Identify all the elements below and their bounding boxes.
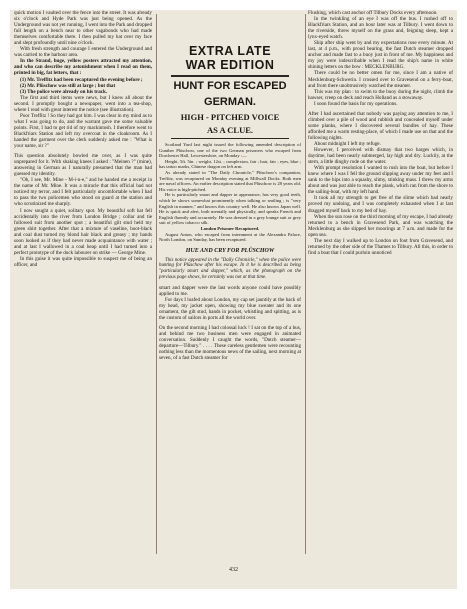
paragraph: With fresh strength and courage I entered the Underground and was carried to the harbour area. — [14, 46, 152, 59]
caption — [159, 258, 301, 281]
paragraph: (2) Mr. Plüschow was still at large ; but that — [20, 82, 116, 89]
headline-line: WAR EDITION — [185, 58, 275, 72]
paragraph: (1) Mr. Treffitz had been recaptured the evening before ; — [20, 76, 143, 83]
paragraph: This was my plan : to swim to the buoy during the night, climb the hawser, creep on deck and reach Holland as a stowaway. — [308, 88, 453, 101]
paragraph: With prompt resolution I wanted to rush into the boat, but before I knew where I was I fell the ground slipping away under my feet and I sank to the hips into a squashy, slimy, stinking mass. I threw my arms about and was just able to reach the plank, which ran from the shore to the sailing-boat, with my left hand. — [308, 165, 453, 196]
caption-text: This notice appeared in the "Daily Chronicle," when the police were hunting for Plüschow after his escape. In it he is described as being "particularly smart and dapper," which, as the photograph on the previous page shows, he certainly was not at that time. — [159, 257, 301, 280]
paragraph: After I had ascertained that nobody was paying any attention to me, I climbed over a pile of wood and rubbish and concealed myself under some planks, where I discovered several bundles of hay. These afforded me a warm resting-place, of which I made use on that and the following nights. — [308, 110, 453, 141]
paragraph: In the twinkling of an eye I was off the bus. I rushed off to Blackfriars Station, and an hour later was at Tilbury. I went down to the riverside, threw myself on the grass and, feigning sleep, kept a lynx-eyed watch. — [308, 16, 453, 41]
headline-title: GERMAN. — [204, 96, 256, 108]
paragraph: About midnight I left my refuge. — [314, 140, 381, 147]
divider — [171, 75, 289, 77]
column-1 — [14, 10, 152, 268]
headline-title: HUNT FOR ESCAPED — [173, 80, 287, 92]
divider — [171, 138, 289, 139]
column-rule — [305, 14, 306, 554]
paragraph: smart and dapper were the last words anyone could have possibly applied to me. — [159, 284, 301, 297]
headline-line: EXTRA LATE — [188, 44, 272, 58]
newspaper-clipping — [159, 10, 301, 139]
column-3 — [308, 10, 453, 256]
paragraph: Flushing, which cast anchor off Tilbury Docks every afternoon. — [308, 10, 438, 16]
paragraph: Ship after ship went by and my expectations rose every minute. At last, at 4 p.m., with proud bearing, the fast Dutch steamer dropped anchor and made fast to a buoy just in front of me. My happiness and my joy were indescribable when I read the ship's name in white shining letters on the bow : MECKLENBURG. — [308, 40, 453, 71]
paragraph: In the Strand, huge, yellow posters attracted my attention, and who can describe my astonishment when I read on them, printed in big, fat letters, that : — [14, 58, 152, 77]
column-rule — [156, 14, 157, 554]
magazine-page — [10, 10, 457, 589]
notice-paragraph: As already stated in "The Daily Chronicle," Plüschow's companion, Treffitz, was recaptured on Monday evening at Millwall Docks. Both men are naval officers. An earlier description stated that Plüschow is 28 years old. His voice is high-pitched. — [159, 169, 301, 192]
paragraph: The next day I walked up to London on foot from Gravesend, and returned by the other side of the Thames to Tilbury. All this, in order to find a boat that I could purloin unnoticed — [308, 237, 453, 256]
paragraph: However, I perceived with dismay that two barges which, in daytime, had been nearly submerged, lay high and dry. Luckily, at the stern, a little dinghy rode on the water. — [308, 147, 453, 166]
notice-paragraph: He is particularly smart and dapper in appearance, has very good teeth, which he shows somewhat prominently when talking or smiling ; is "very English in manner," and knows this country well. He also knows Japan well. He is quick and alert, both mentally and physically, and speaks French and English fluently and accurately. He was dressed in a grey lounge suit or grey suit of yellow tobacco silk. — [159, 192, 301, 226]
paragraph: quick motion I vaulted over the fence into the street. It was already six o'clock and Hyde Park was just being opened. As the Underground was not yet running, I went into the Park and dropped full length on a bench near to other vagabonds who had made themselves comfortable there. I then pulled my hat over my face and slept profoundly until nine o'clock. — [14, 10, 152, 47]
paragraph: I now sought a quiet, solitary spot. My beautiful soft hat fell accidentally into the river from London Bridge ; collar and tie followed suit from another spot ; a beautiful gilt stud held my green shirt together. After that a mixture of vaseline, boot-black and coal dust turned my blond hair black and greasy ; my hands soon looked as if they had never made acquaintance with water ; and at last I wallowed in a coal heap until I had turned into a perfect prototype of the dock labourer on strike — George Mine. — [14, 207, 152, 256]
notice-subheading: London Prisoner Recaptured. — [200, 225, 260, 231]
headline-subtitle: AS A CLUE. — [206, 125, 254, 135]
paragraph: "Oh, I see, Mr. Mine - M-i-n-e," and he handed me a receipt in the name of Mr. Mine. It was a miracle that this official had not noticed my terror, and I felt particularly uncomfortable when I had to pass the two policemen who stood on guard at the station and who scrutinized me sharply. — [14, 177, 152, 208]
notice-paragraph: August Anton, who escaped from internment at the Alexandra Palace, North London, on Sunday, has been recaptured. — [159, 231, 301, 243]
section-heading: HUE AND CRY FOR PLÜSCHOW — [185, 247, 275, 254]
page-number: 432 — [229, 567, 238, 573]
paragraph: I soon found the basis for my operations. — [314, 100, 398, 107]
paragraph: It took all my strength to get free of the slime which had nearly proved my undoing, and I was completely exhausted when I at last dragged myself back to my bed of hay. — [308, 195, 453, 214]
paragraph: (3) The police were already on his track. — [20, 88, 108, 95]
paragraph: For days I loafed about London, my cap set jauntily at the back of my head, my jacket open, showing my blue sweater and its one ornament, the gilt stud, hands in pocket, whistling and spitting, as is the custom of sailors in ports all the world over. — [159, 296, 301, 321]
column-2 — [159, 10, 301, 361]
paragraph: In this guise it was quite impossible to suspect me of being an officer, and — [14, 255, 152, 268]
headline-subtitle: HIGH - PITCHED VOICE — [180, 112, 280, 122]
paragraph: On the second morning I had colossal luck ! I sat on the top of a bus, and behind me two business men were engaged in animated conversation. Suddenly I caught the words, "Dutch steamer—departure—Tilbury." . . . . These careless gentlemen were recounting nothing less than the momentous news of the sailing, next morning at seven, of a fast Dutch steamer for — [159, 324, 301, 362]
notice-paragraph: Height, 5ft. 5in. ; weight, 12st. ; complexion, fair ; hair, fair ; eyes, blue ; has tattoo marks, Chinese dragon on left arm. — [159, 158, 301, 170]
paragraph: This question absolutely bowled me over, as I was quite unprepared for it. With shaking knees I asked : "Meinen ?" (mine), answering in German as I naturally presumed that the man had guessed my identity. — [14, 153, 152, 178]
paragraph: When the sun rose on the third morning of my escape, I had already returned to a bench in Gravesend Park, and was watching the Mecklenburg as she slipped her moorings at 7 a.m. and made for the open sea. — [308, 213, 453, 238]
paragraph: The first and third items were news, but I knew all about the second. I promptly bought a newspaper, went into a tea-shop, where I read with great interest the notice (see illustration). — [14, 94, 152, 113]
police-notice — [159, 142, 301, 243]
notice-paragraph: Scotland Yard last night issued the following amended description of Gunther Plüschow, one of the two German prisoners who escaped from Dorchester Hall, Leicestershire, on Monday :— — [159, 142, 301, 159]
paragraph: There could be no better omen for me, since I am a native of Mecklenburg-Schwerin. I crossed over to Gravesend on a ferry-boat, and from there unobtrusively watched the steamer. — [308, 70, 453, 89]
paragraph: Poor Treffitz ! So they had got him. I was clear in my mind as to what I was going to do, and the warrant gave me some valuable points. First, I had to get rid of my mackintosh. I therefore went to Blackfriars Station and left my overcoat in the cloakroom. As I handed the garment over the clerk suddenly asked me : "What is your name, sir ?" — [14, 112, 152, 150]
